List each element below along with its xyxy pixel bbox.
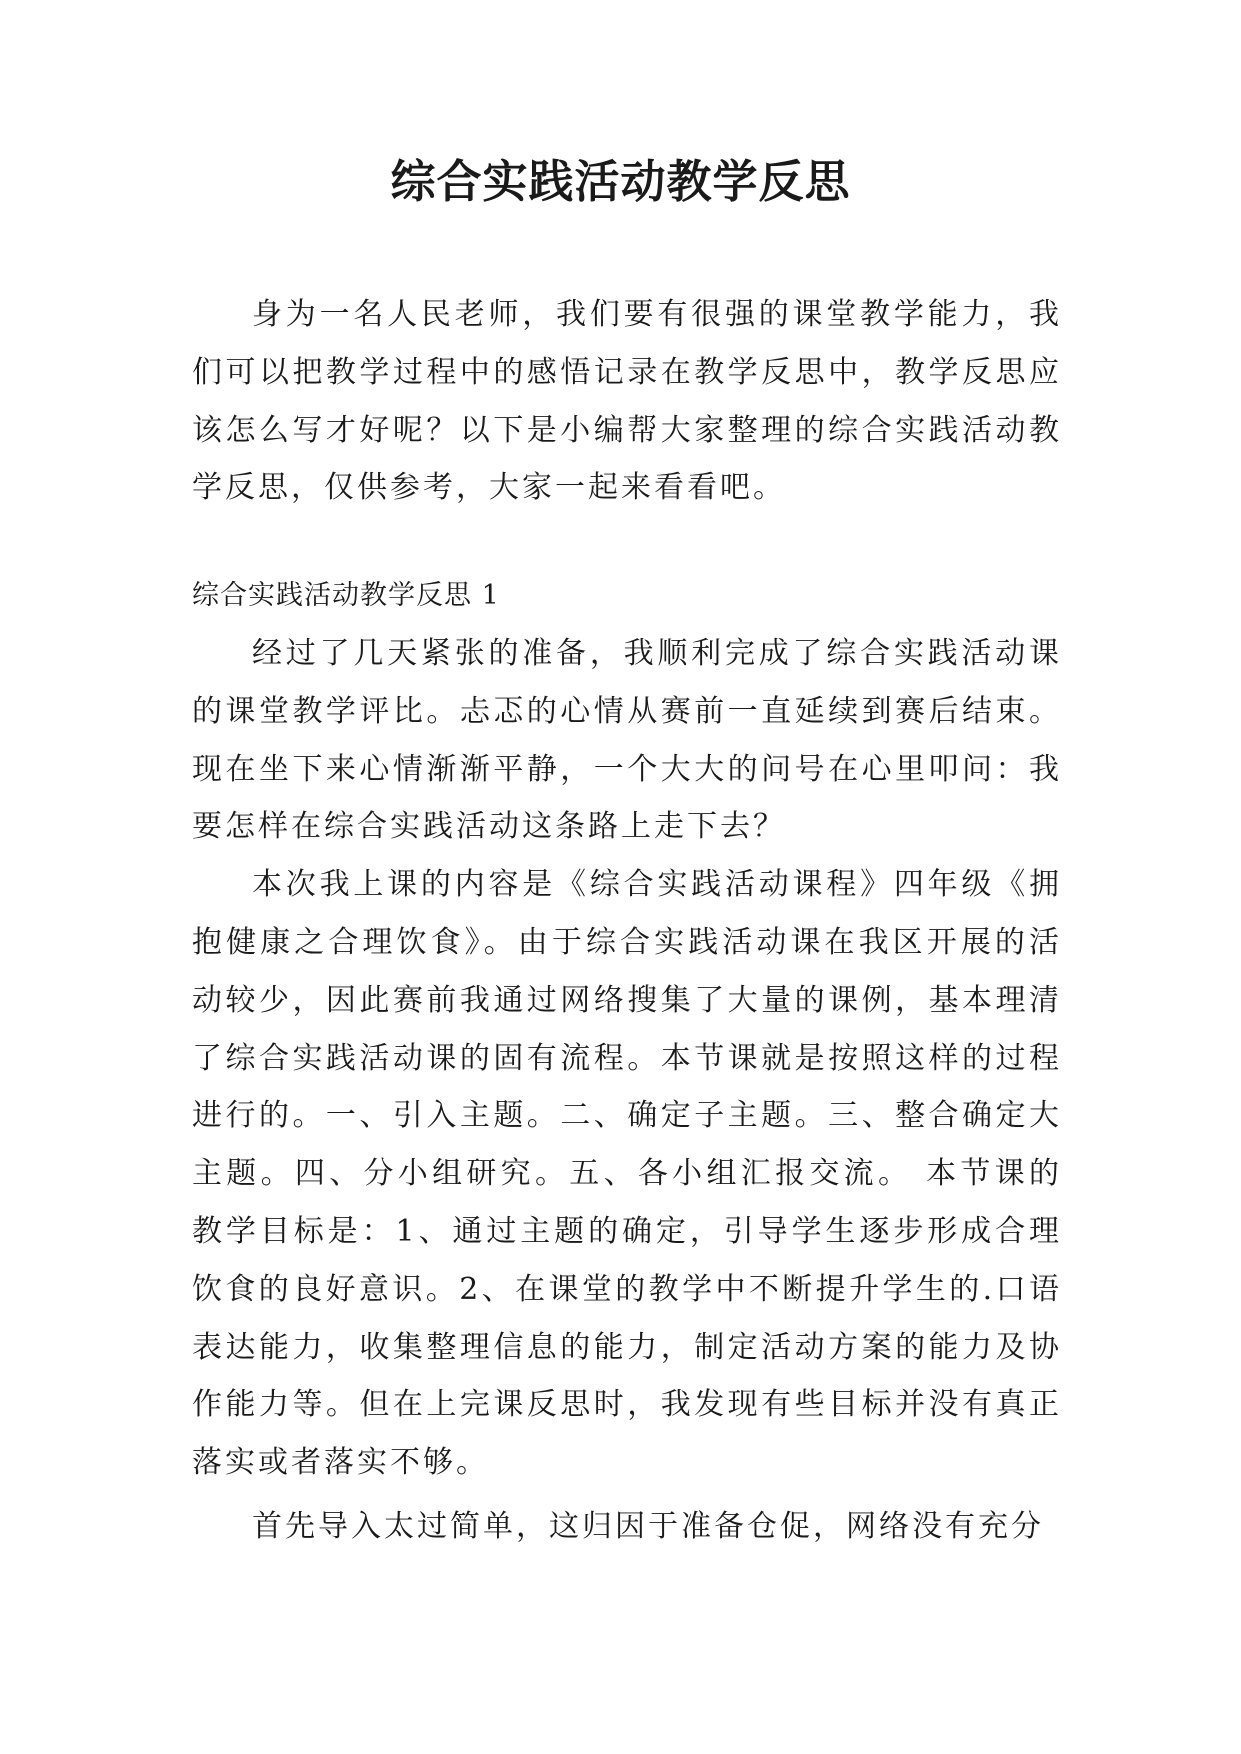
document-title: 综合实践活动教学反思 [390,155,851,208]
intro-paragraph: 身为一名人民老师，我们要有很强的课堂教学能力，我们可以把教学过程中的感悟记录在教学反思中，教学反思应该怎么写才好呢？以下是小编帮大家整理的综合实践活动教学反思，仅供参考，大家一起来看看吧。 [192,297,1062,506]
document-body [192,286,1062,1556]
body-paragraph-3: 首先导入太过简单，这归因于准备仓促，网络没有充分 [252,1508,1044,1544]
body-paragraph-2: 本次我上课的内容是《综合实践活动课程》四年级《拥抱健康之合理饮食》。由于综合实践活动课在我区开展的活动较少，因此赛前我通过网络搜集了大量的课例，基本理清了综合实践活动课的固有流程。本节课就是按照这样的过程进行的。一、引入主题。二、确定子主题。三、整合确定大主题。四、分小组研究。五、各小组汇报交流。 本节课的教学目标是：1、通过主题的确定，引导学生逐步形成合理饮食的良好意识。2、在课堂的教学中不断提升学生的.口语表达能力，收集整理信息的能力，制定活动方案的能力及协作能力等。但在上完课反思时，我发现有些目标并没有真正落实或者落实不够。 [192,867,1062,1481]
section-heading: 综合实践活动教学反思 1 [192,580,500,612]
body-paragraph-1: 经过了几天紧张的准备，我顺利完成了综合实践活动课的课堂教学评比。忐忑的心情从赛前一直延续到赛后结束。现在坐下来心情渐渐平静，一个大大的问号在心里叩问：我要怎样在综合实践活动这条路上走下去？ [192,635,1062,845]
